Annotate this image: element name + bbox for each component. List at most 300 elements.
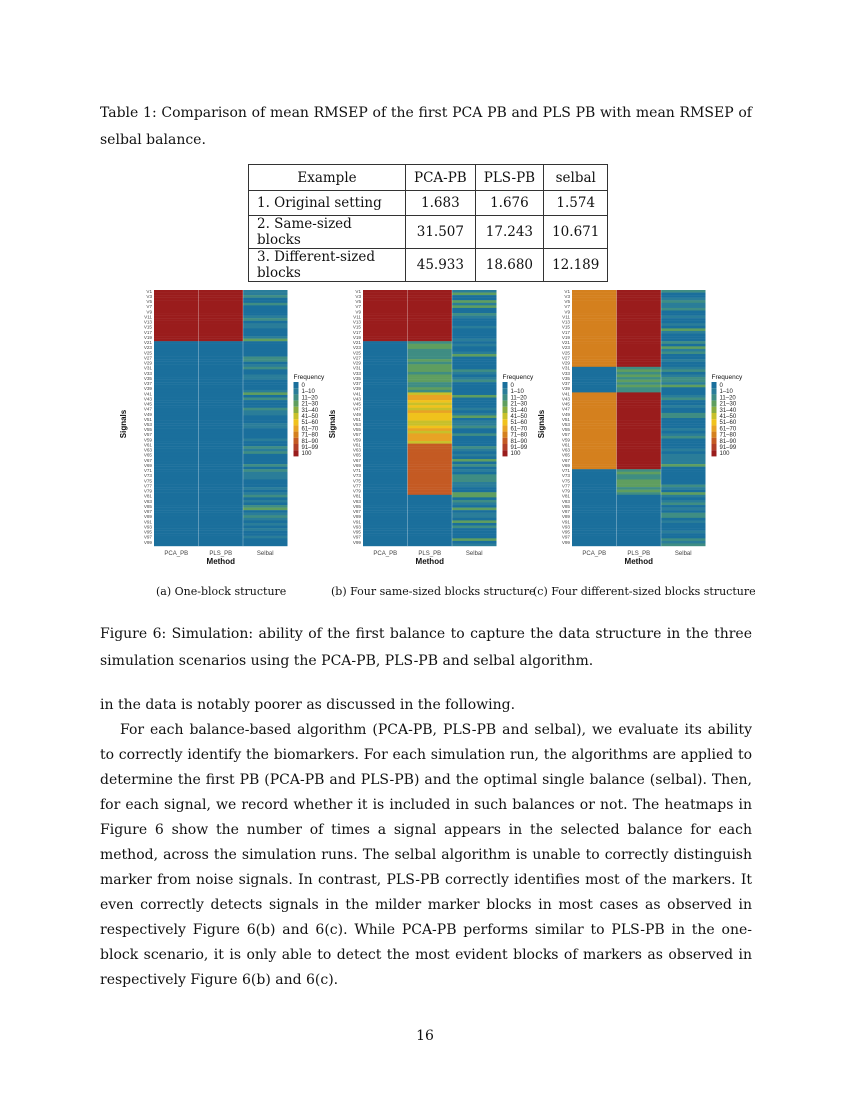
heatmap-cell [363, 300, 408, 303]
heatmap-cell [452, 531, 497, 534]
y-tick-label: V57 [561, 432, 570, 438]
heatmap-cell [452, 367, 497, 370]
legend-swatch [294, 425, 299, 431]
y-tick-label: V53 [352, 422, 361, 427]
table-cell: 17.243 [475, 216, 543, 249]
heatmap-cell [363, 331, 408, 334]
y-tick-label: V65 [561, 452, 570, 458]
heatmap-cell [408, 485, 453, 488]
y-tick-label: V93 [561, 524, 570, 530]
heatmap-cell [661, 382, 706, 385]
y-tick-label: V79 [143, 488, 152, 494]
heatmap-cell [452, 495, 497, 498]
heatmap-cell [661, 441, 706, 444]
legend-label: 81–90 [301, 438, 319, 445]
heatmap-cell [572, 538, 617, 541]
heatmap-cell [363, 408, 408, 411]
heatmap-cell [154, 349, 199, 352]
heatmap-cell [154, 341, 199, 344]
legend-swatch [503, 419, 508, 425]
heatmap-cell [572, 351, 617, 354]
heatmap-cell [661, 469, 706, 472]
heatmap-cell [363, 490, 408, 493]
heatmap-cell [199, 520, 244, 523]
heatmap-cell [154, 392, 199, 395]
heatmap-cell [243, 469, 288, 472]
heatmap-cell [572, 364, 617, 367]
heatmap-cell [408, 500, 453, 503]
heatmap-cell [199, 310, 244, 313]
heatmap-cell [243, 446, 288, 449]
heatmap-cell [154, 293, 199, 296]
heatmap-cell [243, 359, 288, 362]
y-tick-label: V91 [561, 519, 570, 525]
heatmap-cell [617, 408, 662, 411]
heatmap-cell [199, 533, 244, 536]
heatmap-cell [408, 505, 453, 508]
heatmap-cell [408, 426, 453, 429]
table-row [249, 249, 608, 282]
heatmap-cell [199, 405, 244, 408]
heatmap-cell [408, 479, 453, 482]
heatmap-cell [661, 341, 706, 344]
heatmap-cell [199, 316, 244, 319]
y-tick-label: V25 [143, 350, 152, 356]
heatmap-cell [661, 290, 706, 293]
heatmap-cell [617, 536, 662, 539]
y-tick-label: V21 [143, 340, 152, 346]
heatmap-cell [617, 392, 662, 395]
legend-label: 11–20 [510, 395, 527, 402]
heatmap-cell [243, 464, 288, 467]
heatmap-cell [617, 433, 662, 436]
y-tick-label: V19 [561, 334, 570, 340]
heatmap-cell [243, 326, 288, 329]
heatmap-cell [452, 421, 497, 424]
heatmap-cell [363, 446, 408, 449]
y-tick-label: V17 [561, 329, 570, 335]
heatmap-cell [661, 428, 706, 431]
heatmap-cell [243, 490, 288, 493]
y-tick-label: V99 [352, 539, 361, 545]
heatmap-cell [363, 467, 408, 470]
y-tick-label: V99 [561, 539, 570, 545]
heatmap-cells [154, 290, 288, 546]
heatmap-cell [363, 538, 408, 541]
heatmap-cell [199, 328, 244, 331]
heatmap-cell [363, 323, 408, 326]
heatmap-cell [572, 433, 617, 436]
table-caption: Table 1: Comparison of mean RMSEP of the first PCA PB and PLS PB with mean RMSEP of selbal balance. [100, 105, 752, 148]
heatmap-cell [617, 300, 662, 303]
heatmap-cell [408, 490, 453, 493]
heatmap-cell [408, 408, 453, 411]
heatmap-cell [452, 431, 497, 434]
legend-label: 31–40 [719, 407, 737, 414]
y-tick-label: V51 [561, 416, 570, 422]
heatmap-cell [363, 515, 408, 518]
heatmap-cell [572, 295, 617, 298]
legend-label: 31–40 [510, 407, 528, 414]
legend-label: 0 [719, 383, 723, 389]
heatmap-cell [408, 423, 453, 426]
heatmap-cell [199, 513, 244, 516]
heatmap-cell [243, 305, 288, 308]
heatmap-cell [572, 459, 617, 462]
heatmap-cell [452, 293, 497, 296]
heatmap-cell [661, 523, 706, 526]
legend-swatch [712, 438, 717, 444]
heatmap-cell [243, 336, 288, 339]
heatmap-cell [243, 372, 288, 375]
heatmap-cell [661, 318, 706, 321]
y-tick-label: V35 [561, 375, 570, 381]
heatmap-cell [617, 331, 662, 334]
y-tick-label: V19 [352, 334, 361, 340]
heatmap-cell [363, 385, 408, 388]
y-tick-label: V25 [561, 350, 570, 356]
heatmap-cell [243, 495, 288, 498]
y-tick-label: V57 [352, 432, 361, 438]
heatmap-cell [199, 323, 244, 326]
heatmap-cell [408, 341, 453, 344]
heatmap-cell [572, 490, 617, 493]
y-tick-label: V59 [352, 437, 361, 443]
legend-swatch [712, 444, 717, 450]
heatmap-cell [617, 405, 662, 408]
heatmap-cell [363, 421, 408, 424]
heatmap-cell [452, 362, 497, 365]
heatmap-cell [199, 346, 244, 349]
heatmap-cell [363, 428, 408, 431]
heatmap-cell [661, 421, 706, 424]
heatmap-cell [199, 495, 244, 498]
heatmap-cell [408, 295, 453, 298]
heatmap-cell [243, 357, 288, 360]
heatmap-cell [572, 533, 617, 536]
subcaption-b: (b) Four same-sized blocks structure [331, 585, 536, 598]
y-tick-label: V37 [352, 381, 361, 387]
heatmap-cell [452, 305, 497, 308]
heatmap-cell [408, 508, 453, 511]
heatmap-cell [572, 510, 617, 513]
heatmap-cell [408, 410, 453, 413]
heatmap-cell [154, 500, 199, 503]
heatmap-cell [452, 464, 497, 467]
heatmap-cell [572, 436, 617, 439]
heatmap-cell [154, 408, 199, 411]
heatmap-cell [363, 415, 408, 418]
heatmap-cell [243, 310, 288, 313]
heatmap-cell [154, 464, 199, 467]
heatmap-cell [617, 372, 662, 375]
heatmap-cell [243, 349, 288, 352]
heatmap-cell [661, 497, 706, 500]
heatmap-cell [617, 400, 662, 403]
heatmap-cell [452, 487, 497, 490]
heatmap-cell [661, 446, 706, 449]
legend-swatch [294, 432, 299, 438]
legend-label: 81–90 [719, 438, 737, 445]
heatmap-cell [199, 441, 244, 444]
heatmap-cell [363, 477, 408, 480]
heatmap-cell [617, 410, 662, 413]
y-tick-label: V69 [561, 462, 570, 468]
y-tick-label: V11 [562, 314, 570, 320]
heatmap-cell [617, 387, 662, 390]
y-tick-label: V93 [352, 524, 361, 530]
table-cell: 1.683 [406, 191, 476, 216]
y-tick-label: V5 [146, 299, 152, 305]
heatmap-cell [661, 313, 706, 316]
heatmap-cell [452, 510, 497, 513]
heatmap-cell [408, 298, 453, 301]
y-tick-label: V9 [564, 309, 570, 315]
heatmap-cell [617, 349, 662, 352]
heatmap-cell [408, 334, 453, 337]
heatmap-cell [452, 334, 497, 337]
heatmap-cell [617, 316, 662, 319]
table-cell: 1.676 [475, 191, 543, 216]
heatmap-cell [617, 334, 662, 337]
heatmap-cell [661, 400, 706, 403]
heatmap-cell [199, 487, 244, 490]
heatmap-cell [243, 303, 288, 306]
y-tick-label: V75 [352, 478, 361, 484]
legend-swatch [712, 407, 717, 413]
heatmap-cell [617, 533, 662, 536]
y-tick-label: V55 [143, 427, 152, 433]
heatmap-cell [572, 413, 617, 416]
heatmap-cell [661, 357, 706, 360]
heatmap-cell [243, 293, 288, 296]
heatmap-cell [661, 310, 706, 313]
y-tick-label: V49 [143, 411, 152, 417]
heatmap-cell [243, 367, 288, 370]
heatmap-cell [199, 351, 244, 354]
heatmap-cell [243, 441, 288, 444]
legend-title: Frequency [711, 374, 743, 381]
heatmap-cell [363, 326, 408, 329]
heatmap-cell [572, 451, 617, 454]
heatmap-cell [572, 334, 617, 337]
heatmap-cell [154, 326, 199, 329]
heatmap-cell [199, 418, 244, 421]
heatmap-cell [199, 305, 244, 308]
y-tick-label: V15 [561, 324, 570, 330]
y-tick-label: V77 [352, 483, 361, 489]
heatmap-cell [617, 459, 662, 462]
y-tick-label: V1 [146, 288, 152, 294]
heatmap-cell [243, 533, 288, 536]
heatmap-cell [572, 518, 617, 521]
heatmap-cell [452, 485, 497, 488]
heatmap-cell [408, 372, 453, 375]
heatmap-cell [452, 382, 497, 385]
heatmap-cell [199, 303, 244, 306]
y-tick-label: V15 [143, 324, 152, 330]
heatmap-cell [199, 354, 244, 357]
y-tick-label: V59 [561, 437, 570, 443]
heatmap-cell [363, 308, 408, 311]
heatmap-cell [199, 490, 244, 493]
y-tick-label: V43 [561, 396, 570, 402]
heatmap-cell [661, 339, 706, 342]
heatmap-cell [452, 403, 497, 406]
heatmap-cell [154, 398, 199, 401]
heatmap-cell [154, 372, 199, 375]
heatmap-cell [452, 398, 497, 401]
table-cell: 45.933 [406, 249, 476, 282]
heatmap-cell [408, 398, 453, 401]
heatmap-cell [363, 533, 408, 536]
heatmap-cell [363, 295, 408, 298]
legend-label: 71–80 [301, 432, 319, 439]
heatmap-cell [408, 316, 453, 319]
heatmap-cell [661, 390, 706, 393]
legend-label: 100 [301, 451, 312, 458]
y-tick-label: V53 [143, 422, 152, 427]
y-tick-label: V61 [143, 442, 152, 448]
heatmap-cell [452, 500, 497, 503]
heatmap-cell [199, 349, 244, 352]
y-tick-label: V7 [355, 304, 361, 310]
legend-swatch [294, 419, 299, 425]
heatmap-cell [452, 351, 497, 354]
heatmap-cell [363, 482, 408, 485]
legend-swatch [503, 432, 508, 438]
heatmap-cell [154, 426, 199, 429]
heatmap-cell [661, 385, 706, 388]
legend-label: 71–80 [510, 432, 528, 439]
heatmap-cell [363, 423, 408, 426]
y-tick-label: V75 [561, 478, 570, 484]
heatmap-cell [617, 444, 662, 447]
heatmap-cell [199, 341, 244, 344]
heatmap-cell [661, 513, 706, 516]
heatmap-cell [243, 351, 288, 354]
heatmap-cell [452, 323, 497, 326]
heatmap-cell [661, 326, 706, 329]
heatmap-cell [572, 520, 617, 523]
heatmap-cell [572, 398, 617, 401]
heatmap-cell [572, 367, 617, 370]
table-cell: 10.671 [544, 216, 608, 249]
heatmap-cell [408, 392, 453, 395]
heatmap-cell [154, 495, 199, 498]
heatmap-cell [363, 441, 408, 444]
heatmap-cell [243, 502, 288, 505]
heatmap-cell [661, 367, 706, 370]
y-tick-label: V71 [143, 468, 152, 474]
heatmap-cell [243, 362, 288, 365]
y-tick-label: V45 [143, 401, 152, 407]
heatmap-cell [661, 436, 706, 439]
heatmap-cell [661, 377, 706, 380]
heatmap-cell [572, 316, 617, 319]
heatmap-cell [661, 477, 706, 480]
y-tick-label: V95 [561, 529, 570, 535]
heatmap-cell [572, 469, 617, 472]
y-tick-label: V49 [352, 411, 361, 417]
heatmap-cell [363, 436, 408, 439]
heatmap-cell [154, 410, 199, 413]
heatmap-cell [243, 341, 288, 344]
y-axis-label: Signals [328, 409, 337, 439]
x-tick-label: Selbal [256, 551, 274, 557]
y-tick-label: V29 [143, 360, 152, 366]
heatmap-cell [617, 449, 662, 452]
legend-label: 0 [301, 383, 305, 389]
legend-swatch [712, 425, 717, 431]
heatmap-cell [243, 451, 288, 454]
table-cell: 3. Different-sized blocks [249, 249, 406, 282]
heatmap-cell [154, 423, 199, 426]
x-tick-label: Selbal [674, 551, 692, 557]
heatmap-cell [243, 334, 288, 337]
heatmap-cell [154, 479, 199, 482]
heatmap-cell [408, 482, 453, 485]
heatmap-cell [154, 310, 199, 313]
y-tick-label: V55 [561, 427, 570, 433]
legend-label: 91–99 [719, 445, 737, 451]
heatmap-cell [617, 321, 662, 324]
heatmap-cell [408, 300, 453, 303]
heatmap-cell [572, 357, 617, 360]
heatmap-cell [199, 372, 244, 375]
y-tick-label: V67 [561, 457, 570, 463]
heatmap-cell [408, 487, 453, 490]
heatmap-cell [408, 502, 453, 505]
heatmap-cell [243, 323, 288, 326]
heatmap-cell [617, 520, 662, 523]
heatmap-cell [572, 492, 617, 495]
heatmap-cell [661, 293, 706, 296]
heatmap-cell [572, 305, 617, 308]
heatmap-cell [452, 449, 497, 452]
heatmap-cell [617, 505, 662, 508]
y-tick-label: V47 [352, 406, 361, 412]
heatmap-cell [199, 459, 244, 462]
heatmap-cell [199, 313, 244, 316]
heatmap-cell [199, 421, 244, 424]
x-tick-label: PCA_PB [582, 551, 607, 557]
heatmap-cell [661, 449, 706, 452]
heatmap-cell [408, 467, 453, 470]
heatmap-cell [661, 482, 706, 485]
heatmap-cell [661, 392, 706, 395]
heatmap-cell [572, 441, 617, 444]
y-tick-label: V67 [352, 457, 361, 463]
legend-swatch [503, 438, 508, 444]
y-tick-label: V73 [561, 473, 570, 479]
heatmap-cell [408, 415, 453, 418]
y-tick-label: V1 [564, 288, 570, 294]
x-tick-label: PLS_PB [418, 551, 442, 557]
heatmap-cell [572, 405, 617, 408]
heatmap-cell [572, 444, 617, 447]
heatmap-cell [243, 513, 288, 516]
heatmap-cell [363, 359, 408, 362]
heatmap-cell [408, 293, 453, 296]
legend-label: 31–40 [301, 407, 319, 414]
heatmap-cell [363, 495, 408, 498]
heatmap-cell [199, 377, 244, 380]
heatmap-cell [617, 290, 662, 293]
heatmap-cell [661, 395, 706, 398]
heatmap-cell [363, 321, 408, 324]
heatmap-cell [243, 392, 288, 395]
